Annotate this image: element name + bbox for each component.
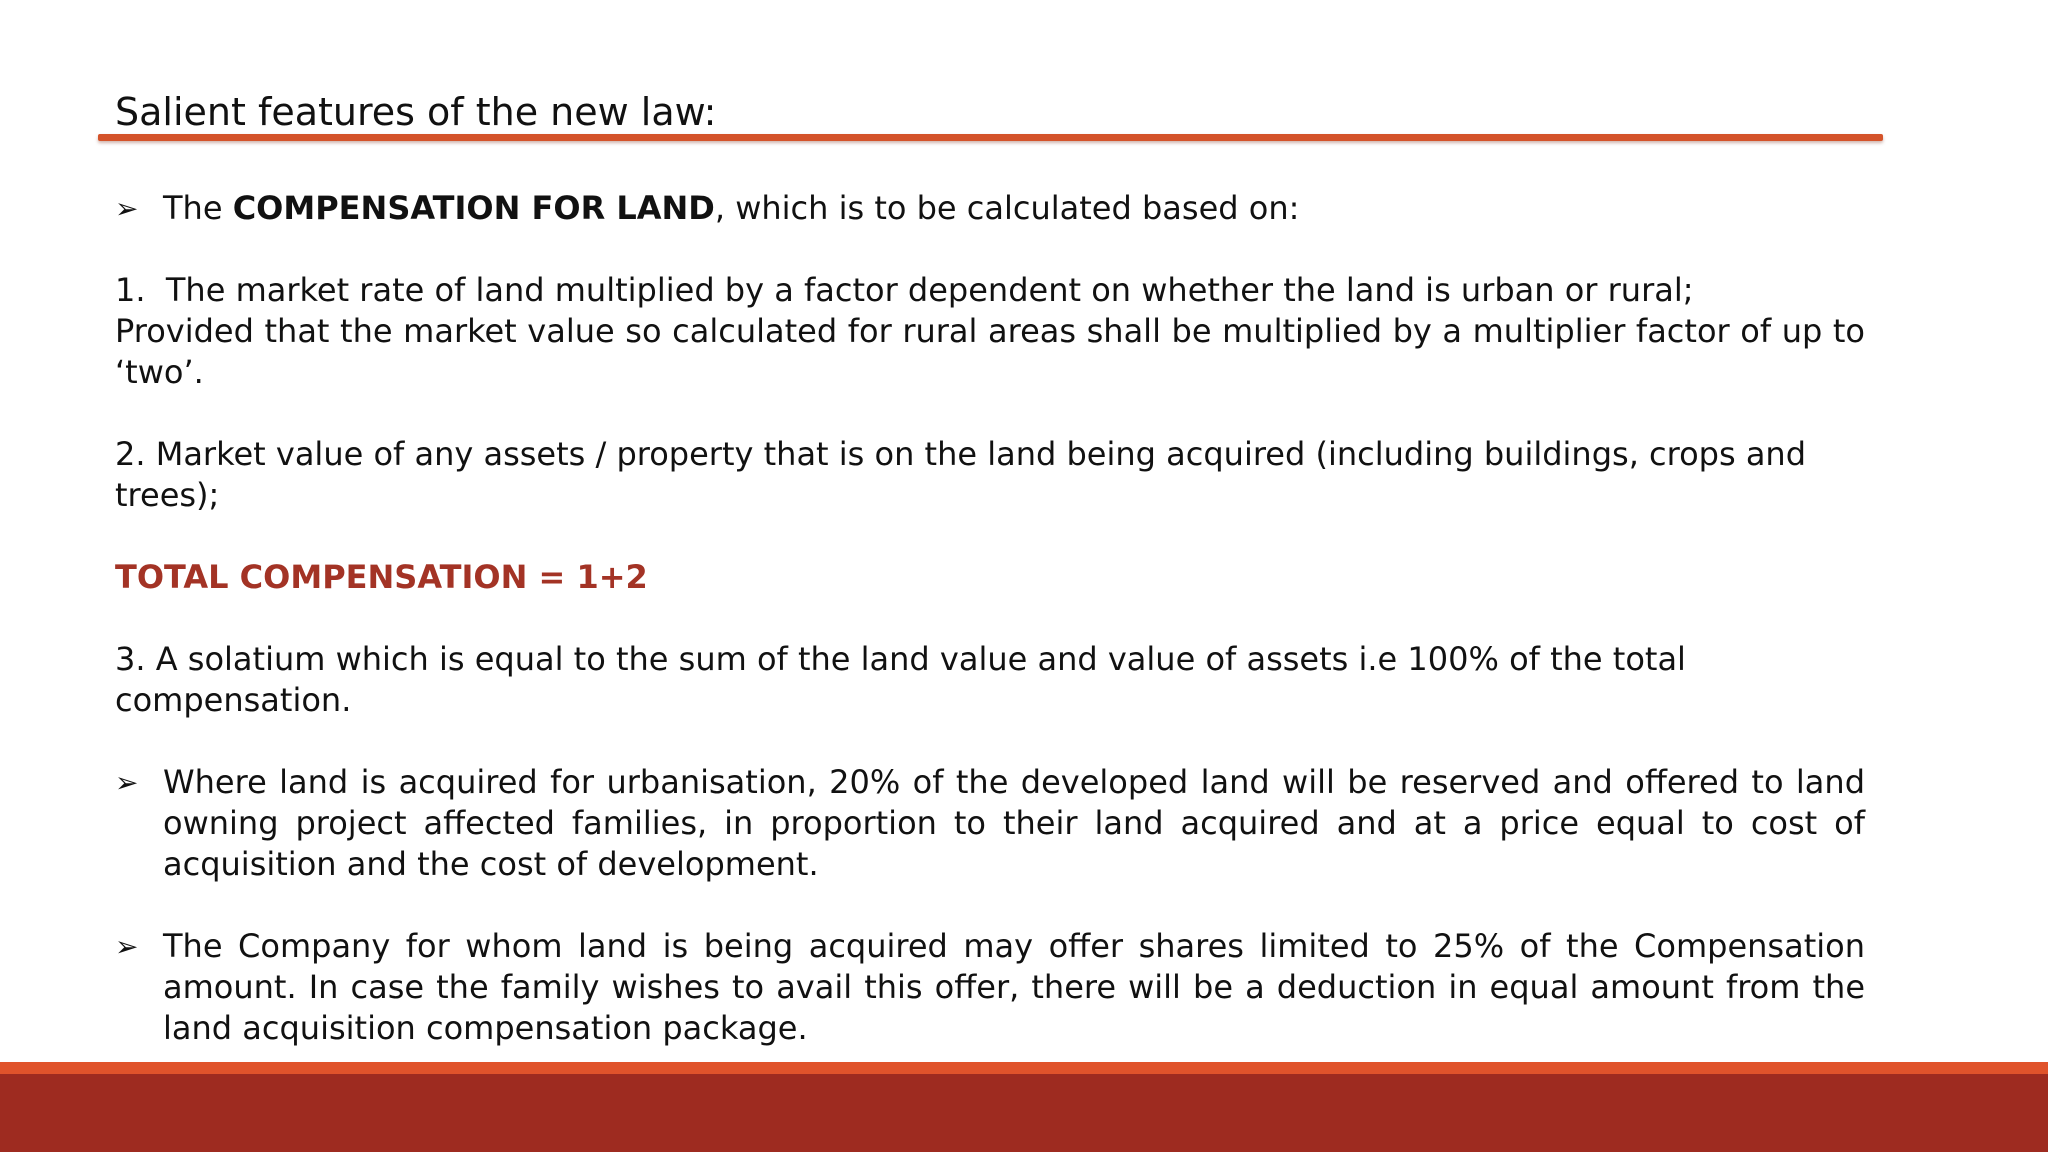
arrow-bullet-icon: ➢ xyxy=(115,930,139,963)
bullet-shares xyxy=(115,926,1865,1049)
item-2: 2. Market value of any assets / property that is on the land being acquired (including buildings, crops and trees); xyxy=(115,435,1807,514)
footer-bar xyxy=(0,1074,2048,1152)
bullet-shares-text: The Company for whom land is being acquired may offer shares limited to 25% of the Compensation amount. In case the family wishes to avail this offer, there will be a deduction in equal amount from the land acquisition compensation package. xyxy=(163,927,1865,1047)
bullet-bold-text: COMPENSATION FOR LAND xyxy=(232,189,715,227)
item-1-proviso: Provided that the market value so calculated for rural areas shall be multiplied by a multiplier factor of up to ‘two’. xyxy=(115,312,1865,391)
item-3: 3. A solatium which is equal to the sum of the land value and value of assets i.e 100% of the total compensation. xyxy=(115,640,1686,719)
bullet-compensation xyxy=(115,188,1865,229)
bullet-urbanisation-text: Where land is acquired for urbanisation, 20% of the developed land will be reserved and offered to land owning project affected families, in proportion to their land acquired and at a price equal to cost of acquisition and the cost of development. xyxy=(163,763,1865,883)
bullet-urbanisation xyxy=(115,762,1865,885)
slide-title: Salient features of the new law: xyxy=(115,90,717,134)
arrow-bullet-icon: ➢ xyxy=(115,192,139,225)
slide-content xyxy=(115,188,1865,1049)
total-compensation: TOTAL COMPENSATION = 1+2 xyxy=(115,558,648,596)
item-1-heading: 1. The market rate of land multiplied by a factor dependent on whether the land is urban or rural; xyxy=(115,271,1694,309)
bullet-prefix: The xyxy=(163,189,233,227)
arrow-bullet-icon: ➢ xyxy=(115,766,139,799)
footer-accent-line xyxy=(0,1062,2048,1074)
bullet-suffix: , which is to be calculated based on: xyxy=(714,189,1300,227)
title-underline xyxy=(98,134,1883,141)
